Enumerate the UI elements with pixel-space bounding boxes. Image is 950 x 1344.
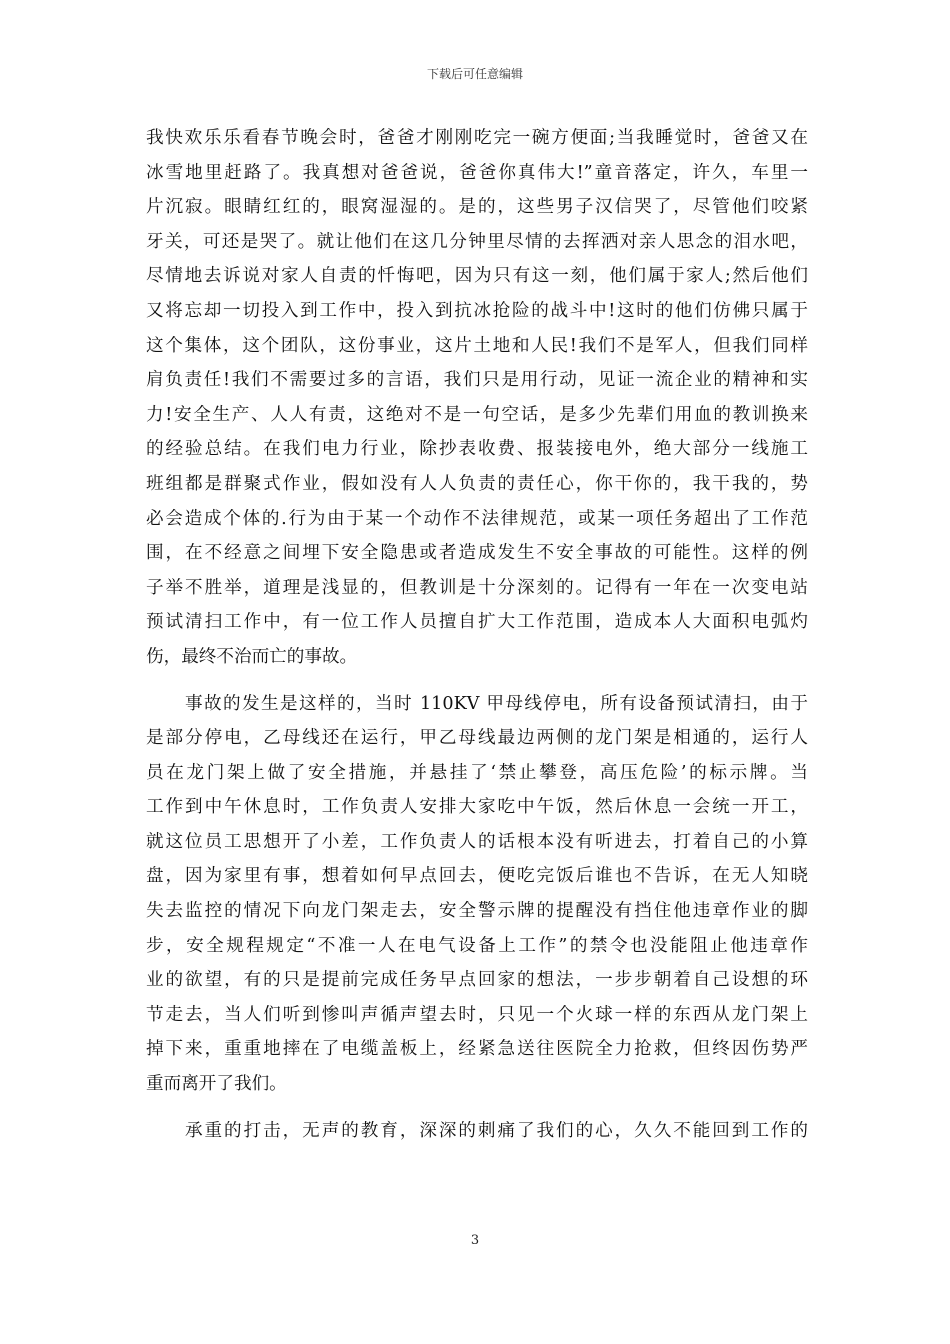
paragraph-line: 是部分停电，乙母线还在运行，甲乙母线最边两侧的龙门架是相通的，运行人: [146, 728, 808, 749]
paragraph-line: 步，安全规程规定“不准一人在电气设备上工作”的禁令也没能阻止他违章作: [146, 935, 808, 956]
paragraph-line: 员在龙门架上做了安全措施，并悬挂了‘禁止攀登，高压危险’的标示牌。当: [146, 762, 808, 783]
paragraph-spacer: [146, 675, 808, 687]
paragraph-line: 又将忘却一切投入到工作中，投入到抗冰抢险的战斗中!这时的他们仿佛只属于: [146, 300, 808, 321]
document-body: [146, 121, 808, 1148]
page-header: 下载后可任意编辑: [426, 67, 523, 81]
paragraph-line: 子举不胜举，道理是浅显的，但教训是十分深刻的。记得有一年在一次变电站: [146, 577, 808, 598]
paragraph-1: [146, 121, 808, 675]
paragraph-line: 工作到中午休息时，工作负责人安排大家吃中午饭，然后休息一会统一开工，: [146, 797, 808, 818]
paragraph-line: 牙关，可还是哭了。就让他们在这几分钟里尽情的去挥洒对亲人思念的泪水吧，: [146, 231, 808, 252]
paragraph-line: 片沉寂。眼睛红红的，眼窝湿湿的。是的，这些男子汉信哭了，尽管他们咬紧: [146, 197, 808, 218]
paragraph-line: 这个集体，这个团队，这份事业，这片土地和人民!我们不是军人，但我们同样: [146, 335, 808, 356]
paragraph-line: 预试清扫工作中，有一位工作人员擅自扩大工作范围，造成本人大面积电弧灼: [146, 612, 808, 633]
paragraph-line: 围，在不经意之间埋下安全隐患或者造成发生不安全事故的可能性。这样的例: [146, 543, 808, 564]
paragraph-line: 我快欢乐乐看春节晚会时，爸爸才刚刚吃完一碗方便面;当我睡觉时，爸爸又在: [146, 128, 808, 148]
paragraph-line: 尽情地去诉说对家人自责的忏悔吧，因为只有这一刻，他们属于家人;然后他们: [146, 266, 808, 287]
paragraph-line: 必会造成个体的.行为由于某一个动作不法律规范，或某一项任务超出了工作范: [146, 508, 808, 529]
paragraph-line: 就这位员工思想开了小差，工作负责人的话根本没有听进去，打着自己的小算: [146, 831, 808, 852]
page-number: 3: [470, 1233, 480, 1248]
paragraph-line: 力!安全生产、人人有责，这绝对不是一句空话，是多少先辈们用血的教训换来: [146, 404, 808, 425]
paragraph-line: 掉下来，重重地摔在了电缆盖板上，经紧急送往医院全力抢救，但终因伤势严: [146, 1039, 808, 1060]
paragraph-line: 重而离开了我们。: [146, 1074, 287, 1095]
paragraph-line: 班组都是群聚式作业，假如没有人人负责的责任心，你干你的，我干我的，势: [146, 473, 808, 494]
paragraph-line: 承重的打击，无声的教育，深深的刺痛了我们的心，久久不能回到工作的: [185, 1120, 808, 1141]
paragraph-spacer: [146, 1102, 808, 1114]
paragraph-line: 节走去，当人们听到惨叫声循声望去时，只见一个火球一样的东西从龙门架上: [146, 1004, 808, 1025]
paragraph-line: 失去监控的情况下向龙门架走去，安全警示牌的提醒没有挡住他违章作业的脚: [146, 901, 808, 922]
paragraph-line: 的经验总结。在我们电力行业，除抄表收费、报装接电外，绝大部分一线施工: [146, 439, 808, 460]
paragraph-line: 伤，最终不治而亡的事故。: [146, 646, 358, 667]
paragraph-line: 盘，因为家里有事，想着如何早点回去，便吃完饭后谁也不告诉，在无人知晓: [146, 866, 808, 887]
paragraph-line: 事故的发生是这样的，当时 110KV 甲母线停电，所有设备预试清扫，由于: [185, 693, 808, 714]
paragraph-line: 肩负责任!我们不需要过多的言语，我们只是用行动，见证一流企业的精神和实: [146, 370, 808, 391]
paragraph-line: 业的欲望，有的只是提前完成任务早点回家的想法，一步步朝着自己设想的环: [146, 970, 808, 991]
paragraph-3: [146, 1114, 808, 1149]
paragraph-line: 冰雪地里赶路了。我真想对爸爸说，爸爸你真伟大!”童音落定，许久，车里一: [146, 162, 808, 183]
paragraph-2: [146, 687, 808, 1102]
